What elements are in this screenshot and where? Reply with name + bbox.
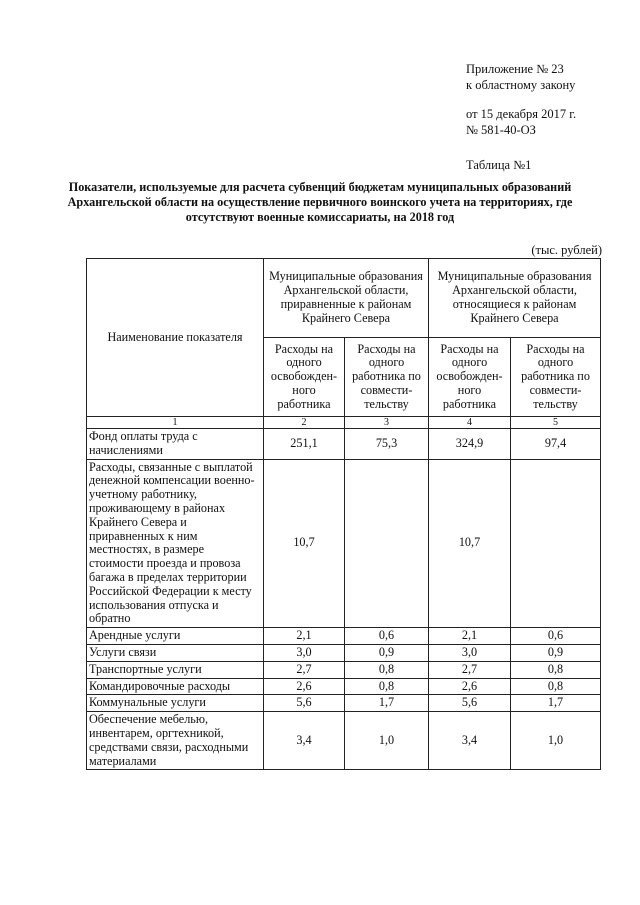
table-row: [87, 429, 601, 460]
row-label: Фонд оплаты труда с начислениями: [87, 429, 264, 460]
units-label: (тыс. рублей): [531, 243, 602, 257]
table-row: [87, 644, 601, 661]
cell-value: 2,6: [264, 678, 345, 695]
cell-value: 2,1: [429, 628, 511, 645]
group-header-far-north: Муниципальные образования Архангельской области, относящиеся к районам Крайнего Севера: [429, 259, 601, 338]
indicators-table: [86, 258, 601, 770]
cell-value: 2,7: [264, 661, 345, 678]
group-header-equated: Муниципальные образования Архангельской области, приравненные к районам Крайнего Севера: [264, 259, 429, 338]
cell-value: 2,7: [429, 661, 511, 678]
cell-value: 0,6: [345, 628, 429, 645]
cell-value: 1,0: [511, 712, 601, 770]
cell-value: 0,8: [511, 661, 601, 678]
table-row: [87, 678, 601, 695]
cell-value: 10,7: [429, 459, 511, 628]
cell-value: [511, 459, 601, 628]
cell-value: 3,0: [264, 644, 345, 661]
column-number: 2: [264, 417, 345, 429]
table-row: [87, 661, 601, 678]
cell-value: 3,4: [264, 712, 345, 770]
row-label: Расходы, связанные с выплатой денежной компенсации военно-учетному работнику, проживающему в районах Крайнего Севера и приравненных к ним местностях, в размере стоимости проезда и провоза багажа в пределах территории Российской Федерации к месту использования отпуска и обратно: [87, 459, 264, 628]
cell-value: 1,0: [345, 712, 429, 770]
indicator-header: Наименование показателя: [87, 259, 264, 417]
cell-value: 97,4: [511, 429, 601, 460]
cell-value: 3,4: [429, 712, 511, 770]
cell-value: 5,6: [429, 695, 511, 712]
subheader-full-time-2: Расходы на одного освобожден-ного работника: [429, 338, 511, 417]
row-label: Услуги связи: [87, 644, 264, 661]
table-header-row: [87, 259, 601, 338]
cell-value: 0,8: [345, 661, 429, 678]
row-label: Арендные услуги: [87, 628, 264, 645]
row-label: Обеспечение мебелью, инвентарем, оргтехникой, средствами связи, расходными материалами: [87, 712, 264, 770]
law-date: от 15 декабря 2017 г.: [466, 107, 577, 121]
cell-value: 75,3: [345, 429, 429, 460]
subheader-part-time-2: Расходы на одного работника по совмести-тельству: [511, 338, 601, 417]
table-row: [87, 712, 601, 770]
row-label: Коммунальные услуги: [87, 695, 264, 712]
cell-value: 0,8: [345, 678, 429, 695]
document-title: Показатели, используемые для расчета субвенций бюджетам муниципальных образований Архангельской области на осуществление первичного воинского учета на территориях, где отсутствуют военные комиссариаты, на 2018 год: [67, 180, 573, 224]
column-number-row: [87, 417, 601, 429]
column-number: 4: [429, 417, 511, 429]
row-label: Командировочные расходы: [87, 678, 264, 695]
cell-value: 2,1: [264, 628, 345, 645]
cell-value: 0,6: [511, 628, 601, 645]
cell-value: 0,8: [511, 678, 601, 695]
row-label: Транспортные услуги: [87, 661, 264, 678]
column-number: 5: [511, 417, 601, 429]
cell-value: 324,9: [429, 429, 511, 460]
cell-value: 1,7: [511, 695, 601, 712]
cell-value: 1,7: [345, 695, 429, 712]
cell-value: 3,0: [429, 644, 511, 661]
table-row: [87, 628, 601, 645]
appendix-header: [466, 62, 636, 174]
subheader-full-time-1: Расходы на одного освобожден-ного работника: [264, 338, 345, 417]
cell-value: 10,7: [264, 459, 345, 628]
subheader-part-time-1: Расходы на одного работника по совмести-тельству: [345, 338, 429, 417]
cell-value: 251,1: [264, 429, 345, 460]
table-row: [87, 459, 601, 628]
cell-value: [345, 459, 429, 628]
column-number: 3: [345, 417, 429, 429]
cell-value: 5,6: [264, 695, 345, 712]
cell-value: 2,6: [429, 678, 511, 695]
law-reference: к областному закону: [466, 77, 576, 92]
cell-value: 0,9: [511, 644, 601, 661]
column-number: 1: [87, 417, 264, 429]
appendix-number: Приложение № 23: [466, 62, 564, 76]
law-number: № 581-40-ОЗ: [466, 122, 536, 137]
table-row: [87, 695, 601, 712]
cell-value: 0,9: [345, 644, 429, 661]
table-number: Таблица №1: [466, 158, 532, 172]
